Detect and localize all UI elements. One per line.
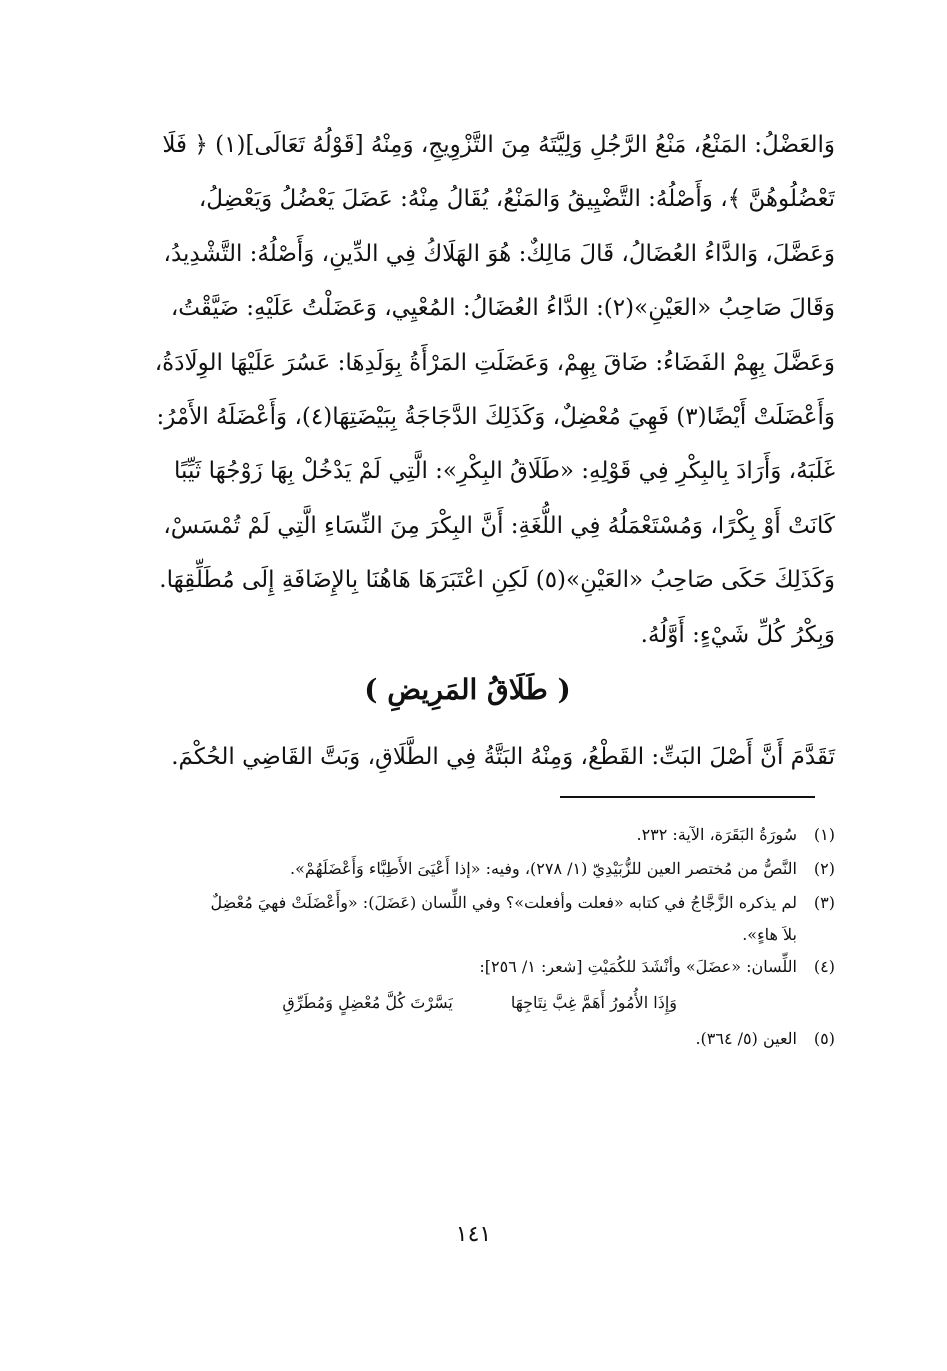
text-line: وَعَضَّلَ، وَالدَّاءُ العُضَالُ، قَالَ مَالِكٌ: هُوَ الهَلَاكُ فِي الدِّينِ، وَأَصْلُهُ: التَّشْدِيدُ،: [163, 240, 835, 267]
text-line: تَعْضُلُوهُنَّ ﴾، وَأَصْلُهُ: التَّضْيِيقُ وَالمَنْعُ، يُقَالُ مِنْهُ: عَضَلَ يَعْضُلُ وَيَعْضِلُ،: [198, 186, 835, 213]
footnote-number: (٥): [813, 1029, 835, 1048]
footnote-5: [100, 1022, 835, 1056]
footnote-4: [100, 950, 835, 984]
footnote-number: (١): [813, 825, 835, 844]
footnote-1: [100, 818, 835, 852]
footnotes: [100, 818, 835, 1056]
footnote-divider: [560, 796, 815, 798]
footnote-text: العين (٥/ ٣٦٤).: [695, 1029, 797, 1048]
text-line: وَقَالَ صَاحِبُ «العَيْنِ»(٢): الدَّاءُ العُضَالُ: المُعْيِي، وَعَضَلْتُ عَلَيْهِ: ضَيَّقْتُ،: [170, 295, 835, 322]
footnote-3: [100, 886, 835, 950]
verse-second-hemistich: يَسَّرْتَ كُلَّ مُعْضِلٍ وَمُطَرِّقِ: [282, 993, 453, 1012]
main-text: [100, 118, 835, 662]
text-line: وَعَضَّلَ بِهِمْ الفَضَاءُ: ضَاقَ بِهِمْ، وَعَضَلَتِ المَرْأَةُ بِوَلَدِهَا: عَسُرَ عَلَيْهَا الوِلَادَةُ،: [154, 349, 835, 376]
footnote-number: (٢): [813, 859, 835, 878]
footnote-line: بلاَ هاءٍ».: [742, 925, 797, 944]
footnote-number: (٣): [813, 893, 835, 912]
footnote-2: [100, 852, 835, 886]
text-line: وَالعَضْلُ: المَنْعُ، مَنْعُ الرَّجُلِ وَلِيَّتَهُ مِنَ التَّزْوِيجِ، وَمِنْهُ [قَوْلُهُ تَعَالَى](١) ﴿ فَلَا: [162, 132, 835, 158]
section-paragraph: تَقَدَّمَ أَنَّ أَصْلَ البَتِّ: القَطْعُ، وَمِنْهُ البَتَّةُ فِي الطَّلَاقِ، وَبَتَّ القَاضِي الحُكْمَ.: [171, 744, 835, 770]
text-line: غَلَبَهُ، وَأَرَادَ بِالبِكْرِ فِي قَوْلِهِ: «طَلَاقُ البِكْرِ»: الَّتِي لَمْ يَدْخُلْ بِهَا زَوْجُهَا ثَيِّبًا: [174, 458, 835, 485]
text-line: وَكَذَلِكَ حَكَى صَاحِبُ «العَيْنِ»(٥) لَكِنِ اعْتَبَرَهَا هَاهُنَا بِالإِضَافَةِ إِلَى مُطَلِّقِهَا.: [159, 567, 835, 594]
footnote-line: لم يذكره الزَّجَّاجُ في كتابه «فعلت وأفعلت»؟ وفي اللِّسان (عَضَلَ): «وأَعْضَلَتْ فهيَ مُعْضِلٌ: [210, 893, 797, 912]
footnote-text: النَّصُّ من مُختصر العين للزُّبَيْدِيّ (١/ ٢٧٨)، وفيه: «إذا أَعْيَىَ الأَطِبَّاء وَأَعْضَلَهُمْ».: [289, 859, 797, 878]
poetry-verse: [100, 986, 835, 1020]
text-line: وَبِكْرُ كُلِّ شَيْءٍ: أَوَّلُهُ.: [640, 621, 835, 648]
verse-first-hemistich: وَإِذَا الأُمُورُ أَهَمَّ غِبَّ نِتَاجِهَا: [510, 993, 677, 1012]
text-line: وَأَعْضَلَتْ أَيْضًا(٣) فَهِيَ مُعْضِلٌ، وَكَذَلِكَ الدَّجَاجَةُ بِبَيْضَتِهَا(٤)، وَأَعْضَلَهُ الأَمْرُ:: [156, 403, 835, 430]
text-line: كَانَتْ أَوْ بِكْرًا، وَمُسْتَعْمَلُهُ فِي اللُّغَةِ: أَنَّ البِكْرَ مِنَ النِّسَاءِ الَّتِي لَمْ تُمْسَسْ،: [163, 512, 835, 539]
footnote-text: [100, 886, 797, 950]
footnote-text: اللِّسان: «عضَلَ» وأنْشَدَ للكُمَيْتِ [شعر: ١/ ٢٥٦]:: [479, 957, 797, 976]
page-number: ١٤١: [455, 1222, 492, 1247]
footnote-text: سُورَةُ البَقَرَة، الآية: ٢٣٢.: [636, 825, 797, 844]
footnote-number: (٤): [813, 957, 835, 976]
section-heading: ( طَلَاقُ المَرِيضِ ): [364, 673, 571, 706]
